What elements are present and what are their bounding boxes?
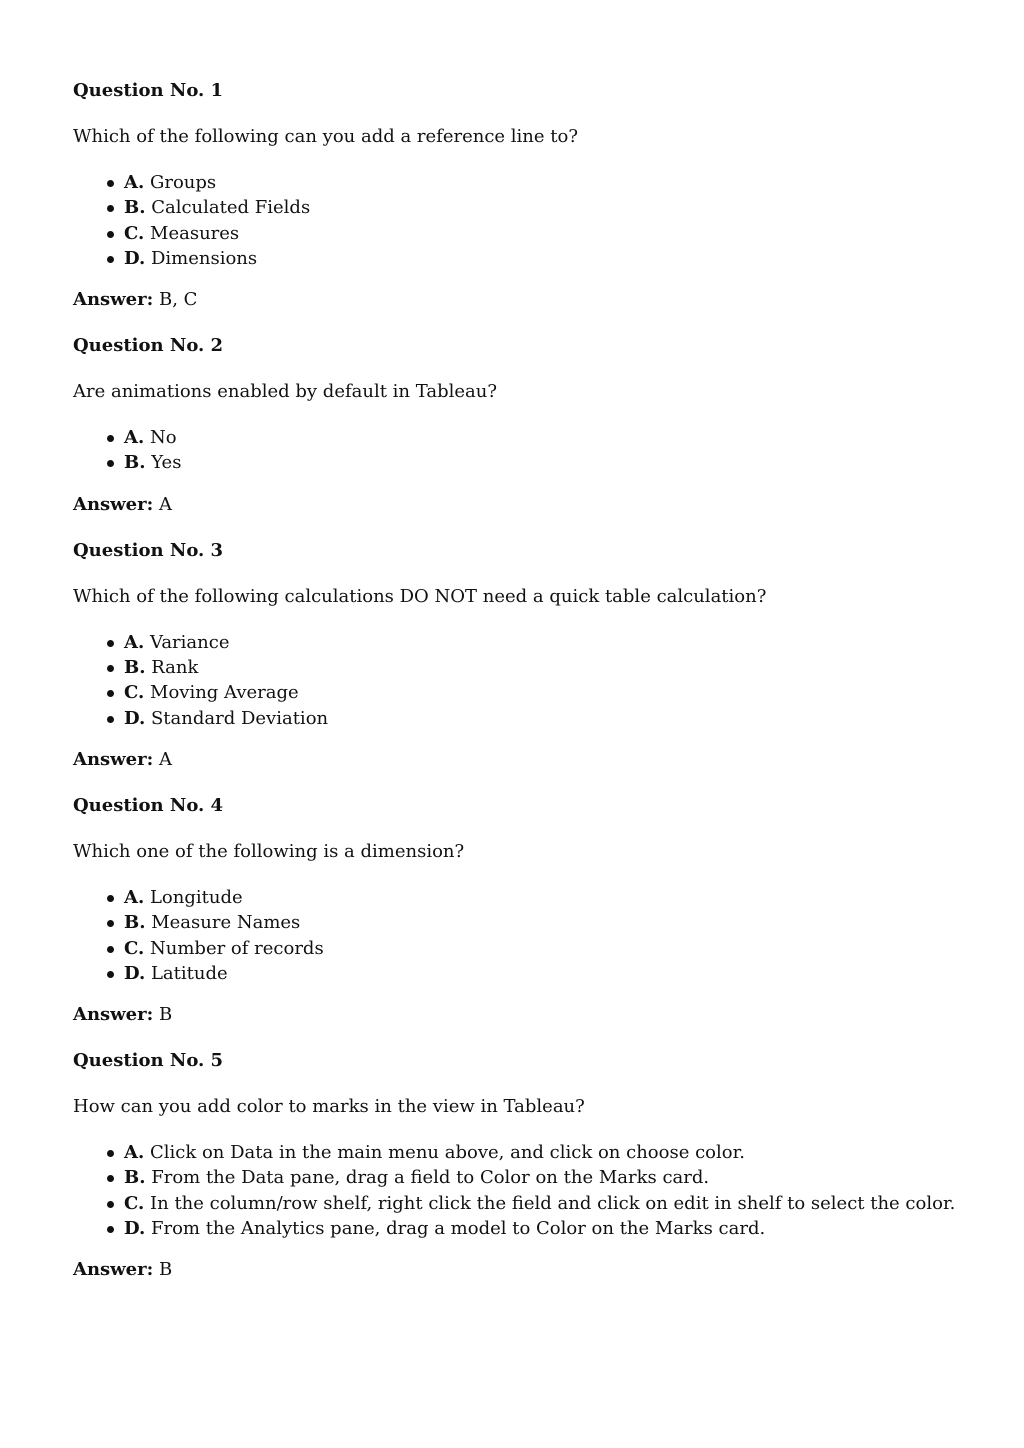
option-text: Longitude bbox=[149, 886, 243, 908]
option-text: Moving Average bbox=[150, 682, 299, 704]
option-text: Dimensions bbox=[150, 247, 258, 269]
option-text: Calculated Fields bbox=[151, 197, 311, 219]
option-text: Number of records bbox=[150, 937, 324, 959]
options-list bbox=[73, 425, 973, 476]
option-letter: C. bbox=[124, 1192, 145, 1214]
option-letter: C. bbox=[124, 222, 145, 244]
bullet-icon bbox=[107, 716, 114, 723]
bullet-icon bbox=[107, 946, 114, 953]
option-item bbox=[73, 425, 973, 450]
option-letter: D. bbox=[124, 247, 146, 269]
option-text: From the Data pane, drag a field to Color on the Marks card. bbox=[151, 1167, 710, 1189]
answer-value: B bbox=[159, 1004, 173, 1026]
option-item bbox=[73, 680, 973, 705]
answer-line bbox=[73, 492, 973, 517]
question-heading: Question No. 5 bbox=[73, 1050, 224, 1072]
bullet-icon bbox=[107, 690, 114, 697]
bullet-icon bbox=[107, 180, 114, 187]
option-letter: B. bbox=[124, 452, 146, 474]
answer-label: Answer: bbox=[73, 289, 154, 311]
option-item bbox=[73, 706, 973, 731]
option-text: Standard Deviation bbox=[150, 707, 329, 729]
option-letter: C. bbox=[124, 682, 145, 704]
option-letter: D. bbox=[124, 707, 146, 729]
answer-value: A bbox=[159, 748, 172, 770]
bullet-icon bbox=[107, 1201, 114, 1208]
bullet-icon bbox=[107, 435, 114, 442]
answer-value: B, C bbox=[159, 289, 198, 311]
option-item bbox=[73, 1216, 973, 1241]
answer-line bbox=[73, 1002, 973, 1027]
option-text: Measure Names bbox=[151, 912, 301, 934]
bullet-icon bbox=[107, 920, 114, 927]
question-text: Which one of the following is a dimension? bbox=[73, 840, 465, 862]
bullet-icon bbox=[107, 895, 114, 902]
option-letter: B. bbox=[124, 912, 146, 934]
option-letter: B. bbox=[124, 197, 146, 219]
bullet-icon bbox=[107, 460, 114, 467]
document-page bbox=[73, 78, 973, 1303]
option-letter: A. bbox=[124, 1142, 145, 1164]
question-heading: Question No. 3 bbox=[73, 539, 224, 561]
question-text: Are animations enabled by default in Tableau? bbox=[73, 381, 497, 403]
option-item bbox=[73, 1191, 973, 1216]
answer-value: A bbox=[159, 493, 172, 515]
option-letter: D. bbox=[124, 1218, 146, 1240]
option-letter: A. bbox=[124, 631, 145, 653]
question-text: How can you add color to marks in the view in Tableau? bbox=[73, 1096, 585, 1118]
question-block bbox=[73, 78, 973, 312]
answer-label: Answer: bbox=[73, 1259, 154, 1281]
question-block bbox=[73, 538, 973, 772]
option-item bbox=[73, 885, 973, 910]
bullet-icon bbox=[107, 256, 114, 263]
bullet-icon bbox=[107, 1175, 114, 1182]
option-text: Rank bbox=[151, 657, 199, 679]
bullet-icon bbox=[107, 1226, 114, 1233]
option-item bbox=[73, 936, 973, 961]
bullet-icon bbox=[107, 205, 114, 212]
option-item bbox=[73, 195, 973, 220]
question-heading: Question No. 2 bbox=[73, 335, 224, 357]
option-text: Click on Data in the main menu above, and click on choose color. bbox=[149, 1142, 745, 1164]
option-letter: A. bbox=[124, 427, 145, 449]
option-letter: C. bbox=[124, 937, 145, 959]
option-item bbox=[73, 450, 973, 475]
answer-value: B bbox=[159, 1259, 173, 1281]
option-item bbox=[73, 221, 973, 246]
option-text: Measures bbox=[150, 222, 240, 244]
question-block bbox=[73, 1048, 973, 1282]
options-list bbox=[73, 885, 973, 986]
option-text: Latitude bbox=[150, 962, 228, 984]
answer-label: Answer: bbox=[73, 748, 154, 770]
option-text: Groups bbox=[149, 172, 217, 193]
option-letter: A. bbox=[124, 886, 145, 908]
option-letter: B. bbox=[124, 1167, 146, 1189]
option-item bbox=[73, 655, 973, 680]
question-text: Which of the following can you add a reference line to? bbox=[73, 126, 578, 147]
option-item bbox=[73, 246, 973, 271]
option-item bbox=[73, 1165, 973, 1190]
option-item bbox=[73, 1140, 973, 1165]
answer-label: Answer: bbox=[73, 493, 154, 515]
option-text: No bbox=[149, 427, 177, 449]
option-text: From the Analytics pane, drag a model to Color on the Marks card. bbox=[150, 1218, 766, 1240]
question-block bbox=[73, 793, 973, 1027]
option-item bbox=[73, 910, 973, 935]
option-letter: B. bbox=[124, 657, 146, 679]
answer-line bbox=[73, 747, 973, 772]
options-list bbox=[73, 1140, 973, 1241]
bullet-icon bbox=[107, 231, 114, 238]
bullet-icon bbox=[107, 971, 114, 978]
option-letter: A. bbox=[124, 172, 145, 193]
question-heading: Question No. 4 bbox=[73, 794, 224, 816]
option-letter: D. bbox=[124, 962, 146, 984]
option-text: In the column/row shelf, right click the field and click on edit in shelf to select the color. bbox=[150, 1192, 956, 1214]
options-list bbox=[73, 630, 973, 731]
option-text: Yes bbox=[151, 452, 182, 474]
option-item bbox=[73, 630, 973, 655]
answer-label: Answer: bbox=[73, 1004, 154, 1026]
question-text: Which of the following calculations DO NOT need a quick table calculation? bbox=[73, 585, 767, 607]
answer-line bbox=[73, 287, 973, 312]
question-heading: Question No. 1 bbox=[73, 80, 224, 101]
bullet-icon bbox=[107, 640, 114, 647]
question-block bbox=[73, 333, 973, 517]
option-text: Variance bbox=[149, 631, 230, 653]
option-item bbox=[73, 961, 973, 986]
options-list bbox=[73, 170, 973, 271]
bullet-icon bbox=[107, 1150, 114, 1157]
bullet-icon bbox=[107, 665, 114, 672]
option-item bbox=[73, 170, 973, 195]
answer-line bbox=[73, 1257, 973, 1282]
